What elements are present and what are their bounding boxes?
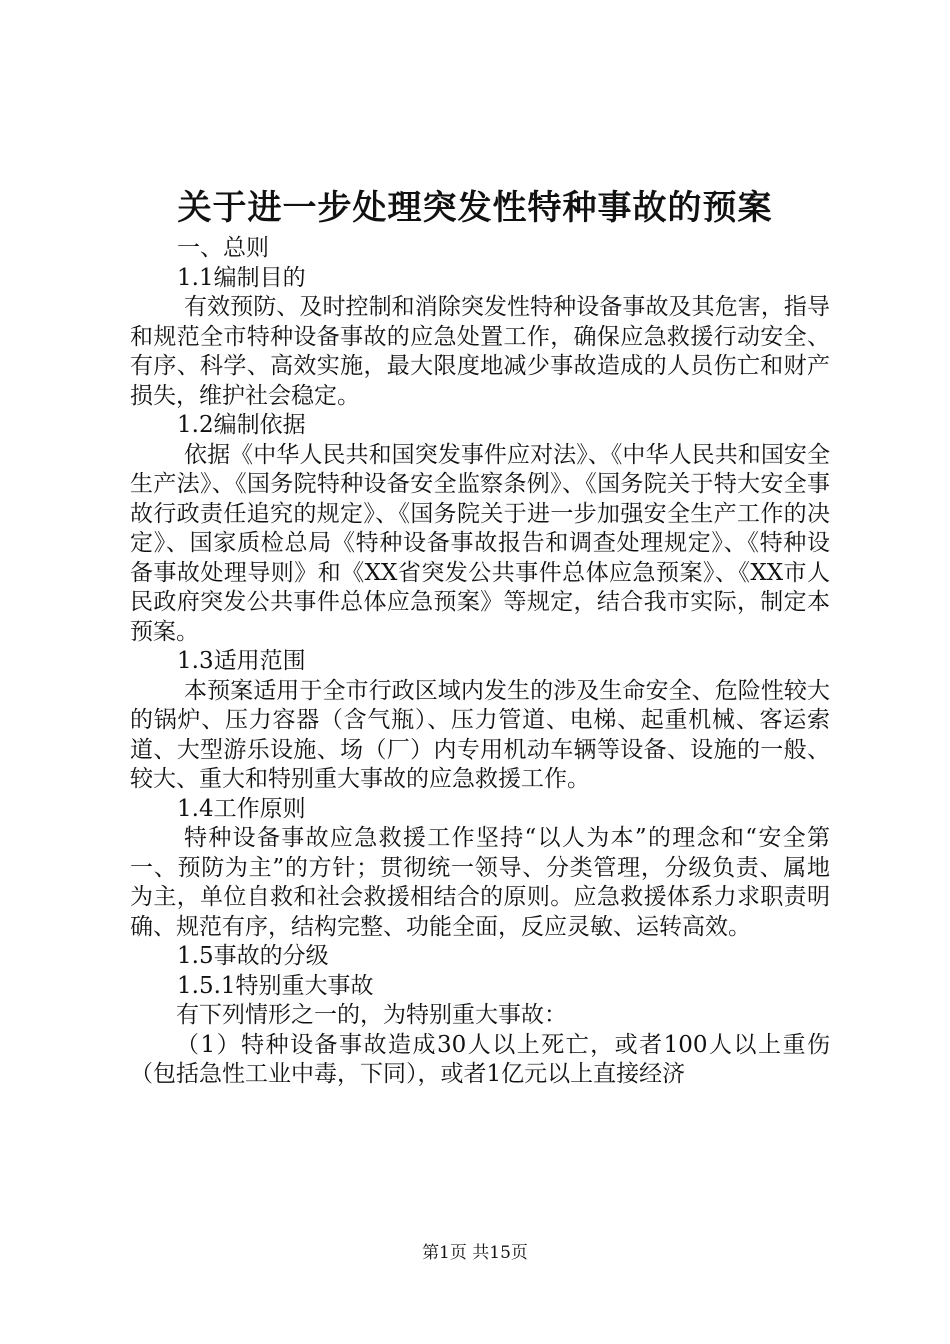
paragraph: 有效预防、及时控制和消除突发性特种设备事故及其危害，指导和规范全市特种设备事故的应急处置工作，确保应急救援行动安全、有序、科学、高效实施，最大限度地减少事故造成的人员伤亡和财产损失，维护社会稳定。 xyxy=(130,294,830,409)
paragraph: 有下列情形之一的，为特别重大事故： xyxy=(176,1002,567,1028)
paragraph: 本预案适用于全市行政区域内发生的涉及生命安全、危险性较大的锅炉、压力容器（含气瓶）、压力管道、电梯、起重机械、客运索道、大型游乐设施、场（厂）内专用机动车辆等设备、设施的一般、较大、重大和特别重大事故的应急救援工作。 xyxy=(130,677,830,792)
subsection-heading: 1.2编制依据 xyxy=(177,412,306,438)
page-footer: 第1页 共15页 xyxy=(422,1243,528,1263)
subsection-heading: 1.5.1特别重大事故 xyxy=(177,972,374,999)
paragraph: （1）特种设备事故造成30人以上死亡，或者100人以上重伤（包括急性工业中毒，下同），或者1亿元以上直接经济 xyxy=(130,1031,830,1087)
paragraph: 特种设备事故应急救援工作坚持“以人为本”的理念和“安全第一、预防为主”的方针；贯彻统一领导、分类管理，分级负责、属地为主，单位自救和社会救援相结合的原则。应急救援体系力求职责明确、规范有序，结构完整、功能全面，反应灵敏、运转高效。 xyxy=(130,825,830,940)
document-body xyxy=(130,234,830,1090)
subsection-heading: 1.5事故的分级 xyxy=(177,943,329,969)
document-title: 关于进一步处理突发性特种事故的预案 xyxy=(177,188,773,228)
paragraph: 依据《中华人民共和国突发事件应对法》、《中华人民共和国安全生产法》、《国务院特种设备安全监察条例》、《国务院关于特大安全事故行政责任追究的规定》、《国务院关于进一步加强安全生产工作的决定》、国家质检总局《特种设备事故报告和调查处理规定》、《特种设备事故处理导则》和《XX省突发公共事件总体应急预案》、《XX市人民政府突发公共事件总体应急预案》等规定，结合我市实际，制定本预案。 xyxy=(130,441,830,645)
subsection-heading: 1.3适用范围 xyxy=(177,648,306,674)
subsection-heading: 1.1编制目的 xyxy=(177,264,306,291)
subsection-heading: 1.4工作原则 xyxy=(177,795,306,822)
section-heading: 一、总则 xyxy=(177,235,269,261)
